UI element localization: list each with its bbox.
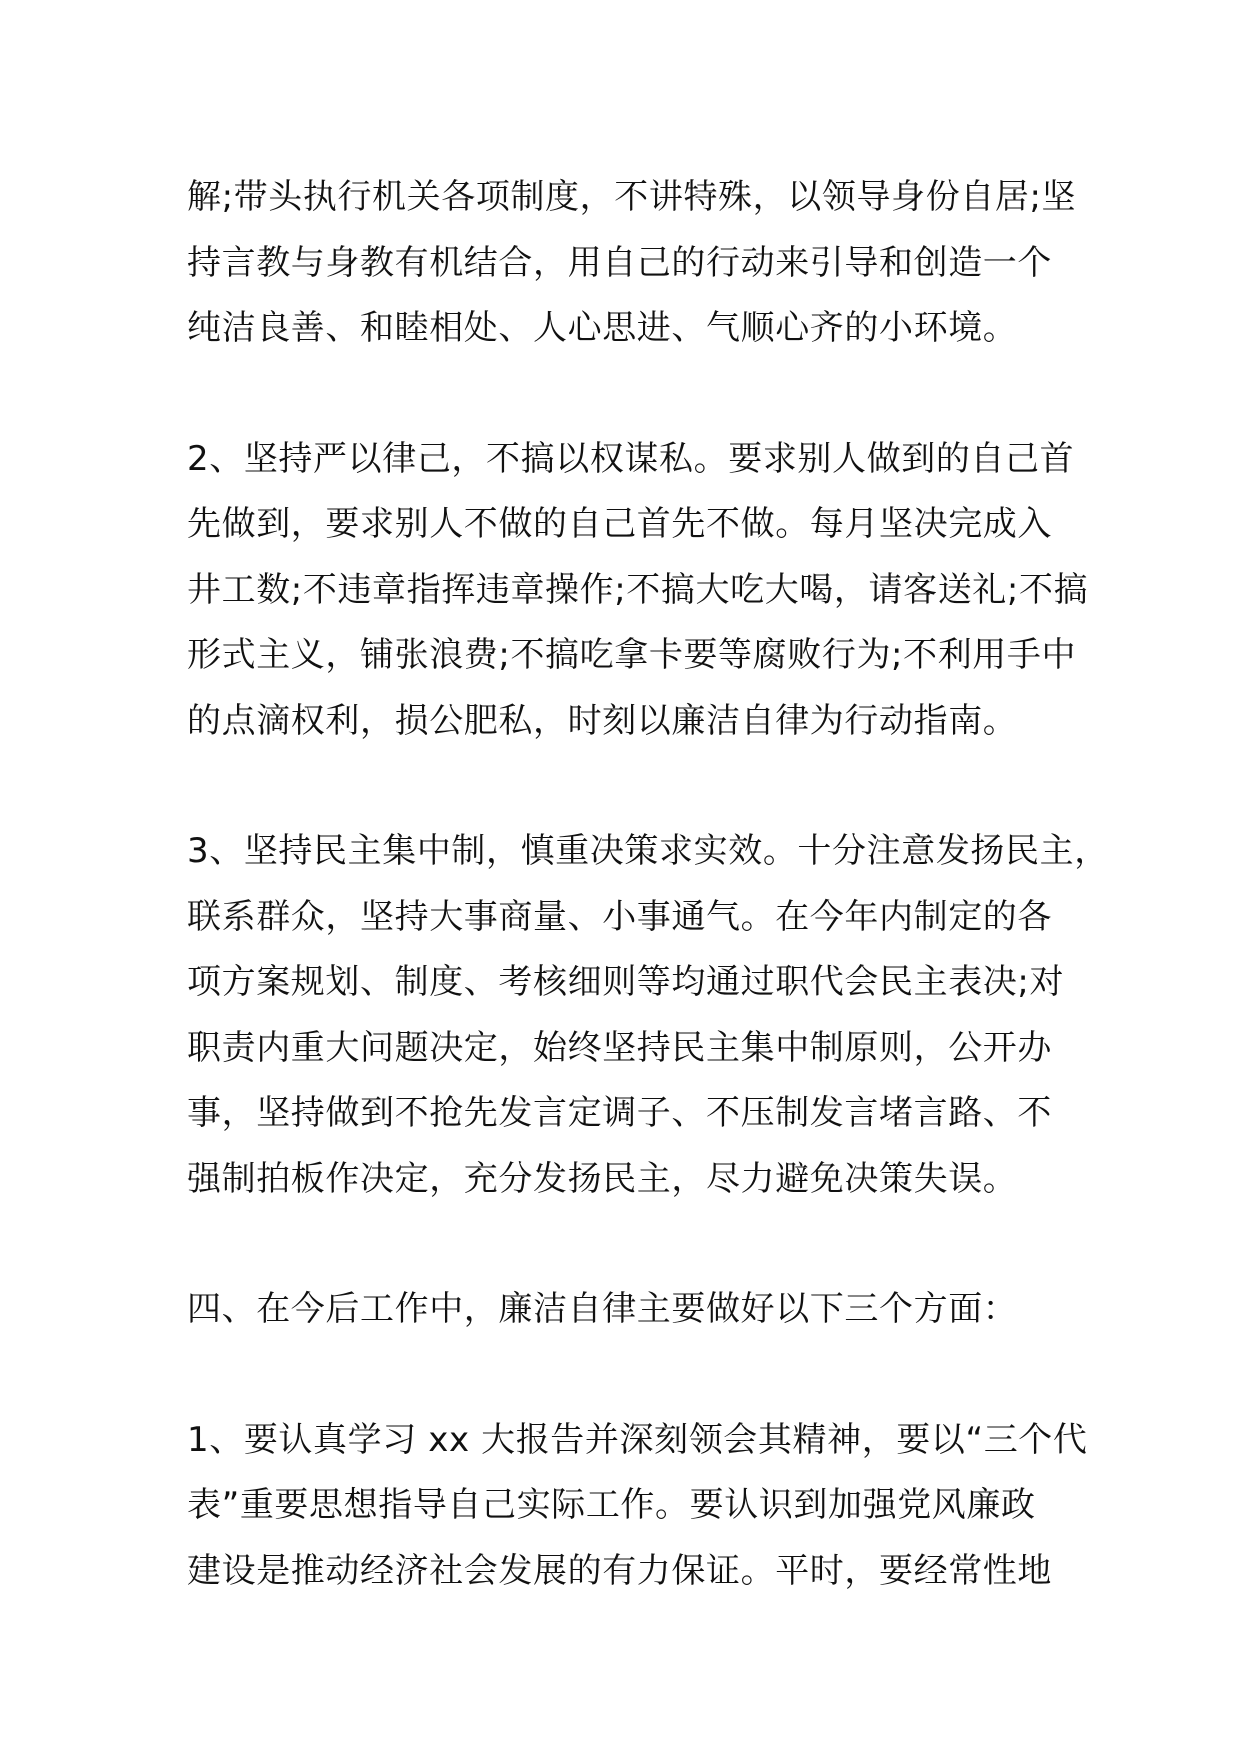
text-line: 项方案规划、制度、考核细则等均通过职代会民主表决;对 (187, 962, 1065, 1002)
paragraph-3 (187, 819, 1109, 1212)
paragraph-1 (187, 165, 1087, 362)
paragraph-2 (187, 427, 1087, 755)
text-line: 四、在今后工作中，廉洁自律主要做好以下三个方面： (187, 1289, 1018, 1329)
text-line: 纯洁良善、和睦相处、人心思进、气顺心齐的小环境。 (187, 308, 1018, 348)
paragraph-5 (187, 1408, 1087, 1605)
text-line: 的点滴权利，损公肥私，时刻以廉洁自律为行动指南。 (187, 700, 1018, 741)
text-line: 持言教与身教有机结合，用自己的行动来引导和创造一个 (187, 242, 1052, 283)
text-line: 建设是推动经济社会发展的有力保证。平时，要经常性地 (187, 1550, 1052, 1591)
text-line: 事，坚持做到不抢先发言定调子、不压制发言堵言路、不 (187, 1093, 1052, 1133)
text-line: 形式主义，铺张浪费;不搞吃拿卡要等腐败行为;不利用手中 (187, 635, 1077, 675)
text-line: 联系群众，坚持大事商量、小事通气。在今年内制定的各 (187, 896, 1052, 937)
text-line: 先做到，要求别人不做的自己首先不做。每月坚决完成入 (187, 504, 1052, 544)
text-line: 职责内重大问题决定，始终坚持民主集中制原则，公开办 (187, 1027, 1052, 1068)
text-line: 强制拍板作决定，充分发扬民主，尽力避免决策失误。 (187, 1158, 1018, 1199)
section-heading (187, 1277, 1087, 1343)
text-line: 1、要认真学习 xx 大报告并深刻领会其精神，要以“三个代 (187, 1419, 1088, 1460)
text-line: 2、坚持严以律己，不搞以权谋私。要求别人做到的自己首 (187, 438, 1075, 479)
text-line: 表”重要思想指导自己实际工作。要认识到加强党风廉政 (187, 1485, 1036, 1525)
document-body (187, 165, 1109, 1669)
text-line: 3、坚持民主集中制，慎重决策求实效。十分注意发扬民主， (187, 831, 1109, 871)
text-line: 解;带头执行机关各项制度，不讲特殊，以领导身份自居;坚 (187, 177, 1077, 217)
text-line: 井工数;不违章指挥违章操作;不搞大吃大喝，请客送礼;不搞 (187, 569, 1089, 610)
